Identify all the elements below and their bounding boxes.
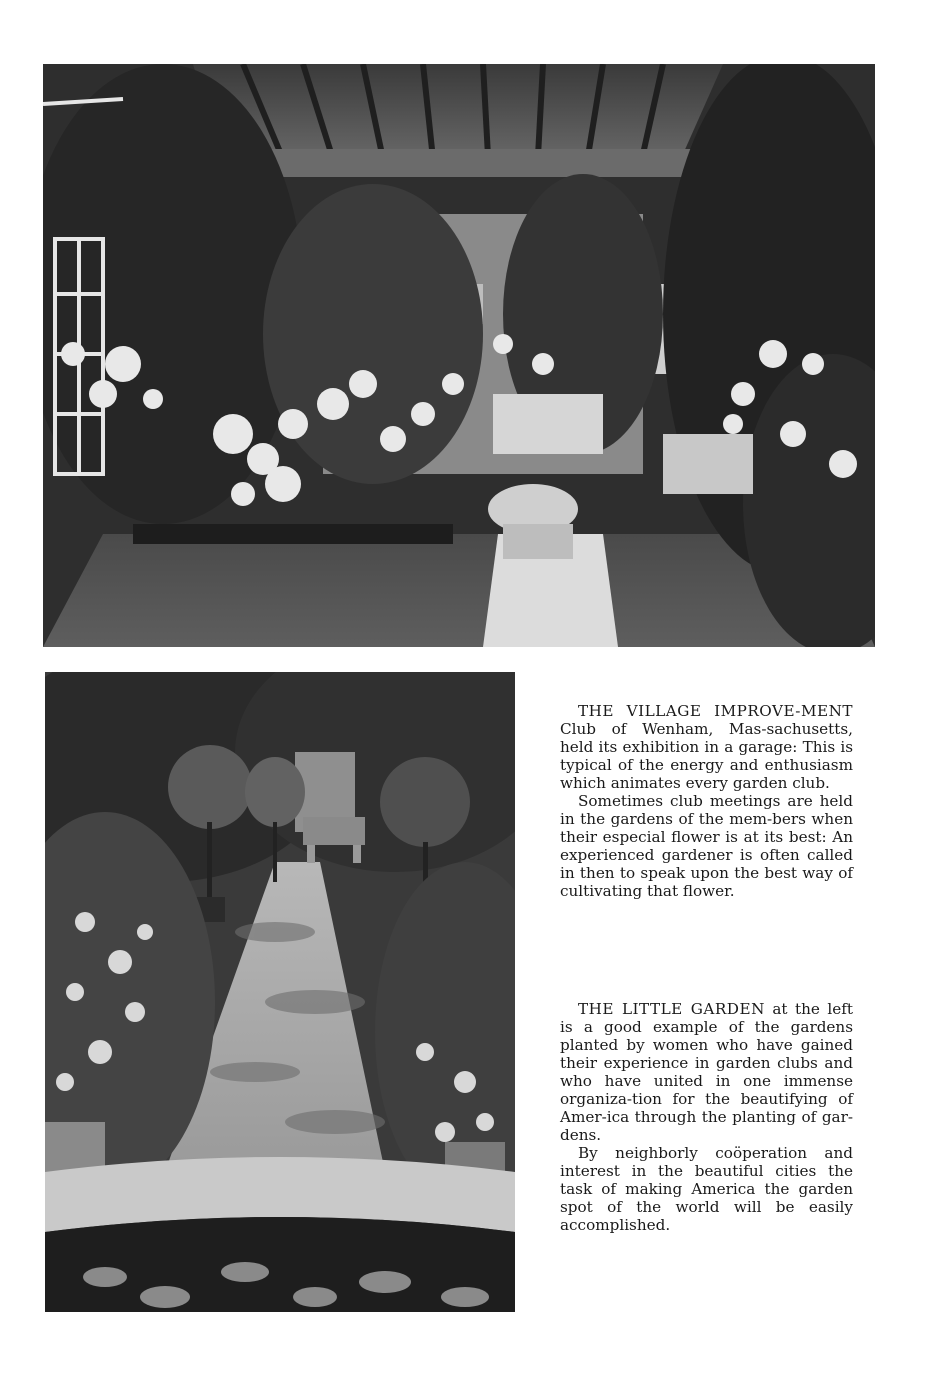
caption-little-garden [560, 1000, 853, 1234]
caption-paragraph: Sometimes club meetings are held in the gardens of the mem-bers when their especial flower is at its best: An experienced gardener is often called in then to speak upon the best way of cultivating that flower. [560, 792, 853, 900]
caption-paragraph [560, 1000, 853, 1144]
caption-paragraph [560, 702, 853, 792]
caption-paragraph: By neighborly coöperation and interest in the beautiful cities the task of making America the garden spot of the world will be easily accomplished. [560, 1144, 853, 1234]
caption-body: at the left is a good example of the gardens planted by women who have gained their experience in garden clubs and who have united in one immense organiza-tion for the beautifying of Amer-ica through the planting of gar-dens. [560, 1000, 853, 1144]
little-garden-photo [45, 672, 515, 1312]
caption-body: Club of Wenham, Mas-sachusetts, held its exhibition in a garage: This is typical of the energy and enthusiasm which animates every garden club. [560, 720, 853, 792]
caption-lead: THE VILLAGE IMPROVE-MENT [578, 702, 853, 720]
garage-exhibition-image [43, 64, 875, 647]
caption-lead: THE LITTLE GARDEN [578, 1000, 765, 1018]
caption-village-improvement [560, 702, 853, 900]
garage-exhibition-photo [43, 64, 875, 647]
little-garden-image [45, 672, 515, 1312]
